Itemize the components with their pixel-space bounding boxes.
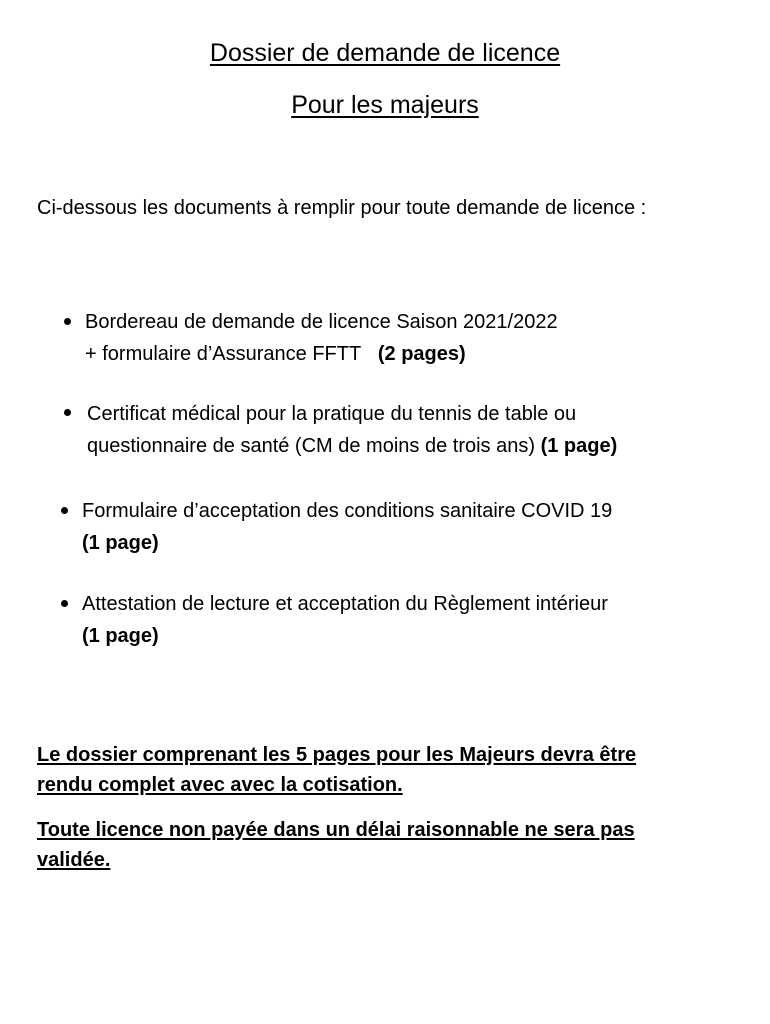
list-item-extra: + formulaire d’Assurance FFTT	[85, 343, 362, 365]
document-title: Dossier de demande de licence	[209, 39, 561, 67]
list-item-text: Bordereau de demande de licence Saison 2021/2022	[85, 311, 558, 333]
bullet-icon	[64, 409, 71, 416]
intro-paragraph: Ci-dessous les documents à remplir pour toute demande de licence :	[37, 197, 647, 219]
list-item-text: Formulaire d’acceptation des conditions sanitaire COVID 19	[82, 500, 613, 522]
list-item-text: Certificat médical pour la pratique du tennis de table ou	[87, 403, 577, 425]
list-item-extra: questionnaire de santé (CM de moins de trois ans)	[87, 435, 536, 457]
list-item-subtext	[85, 338, 558, 370]
page-count: (1 page)	[82, 625, 159, 647]
list-item	[85, 306, 558, 370]
validation-note-line: validée.	[37, 849, 111, 871]
page-count: (1 page)	[82, 532, 159, 554]
requirement-note-line: Le dossier comprenant les 5 pages pour les Majeurs devra être	[37, 744, 637, 766]
page-count: (2 pages)	[377, 343, 466, 365]
validation-note-line: Toute licence non payée dans un délai raisonnable ne sera pas	[37, 819, 635, 841]
bullet-icon	[64, 318, 71, 325]
list-item-text: Attestation de lecture et acceptation du Règlement intérieur	[82, 593, 608, 615]
requirement-note	[37, 740, 737, 800]
list-item-subtext	[87, 430, 617, 462]
page-count: (1 page)	[540, 435, 618, 457]
requirement-note-line: rendu complet avec avec la cotisation.	[37, 774, 403, 796]
bullet-icon	[61, 507, 68, 514]
validation-note	[37, 815, 737, 875]
document-subtitle: Pour les majeurs	[291, 91, 479, 119]
list-item	[82, 495, 612, 559]
list-item	[87, 398, 617, 462]
bullet-icon	[61, 600, 68, 607]
list-item	[82, 588, 608, 652]
